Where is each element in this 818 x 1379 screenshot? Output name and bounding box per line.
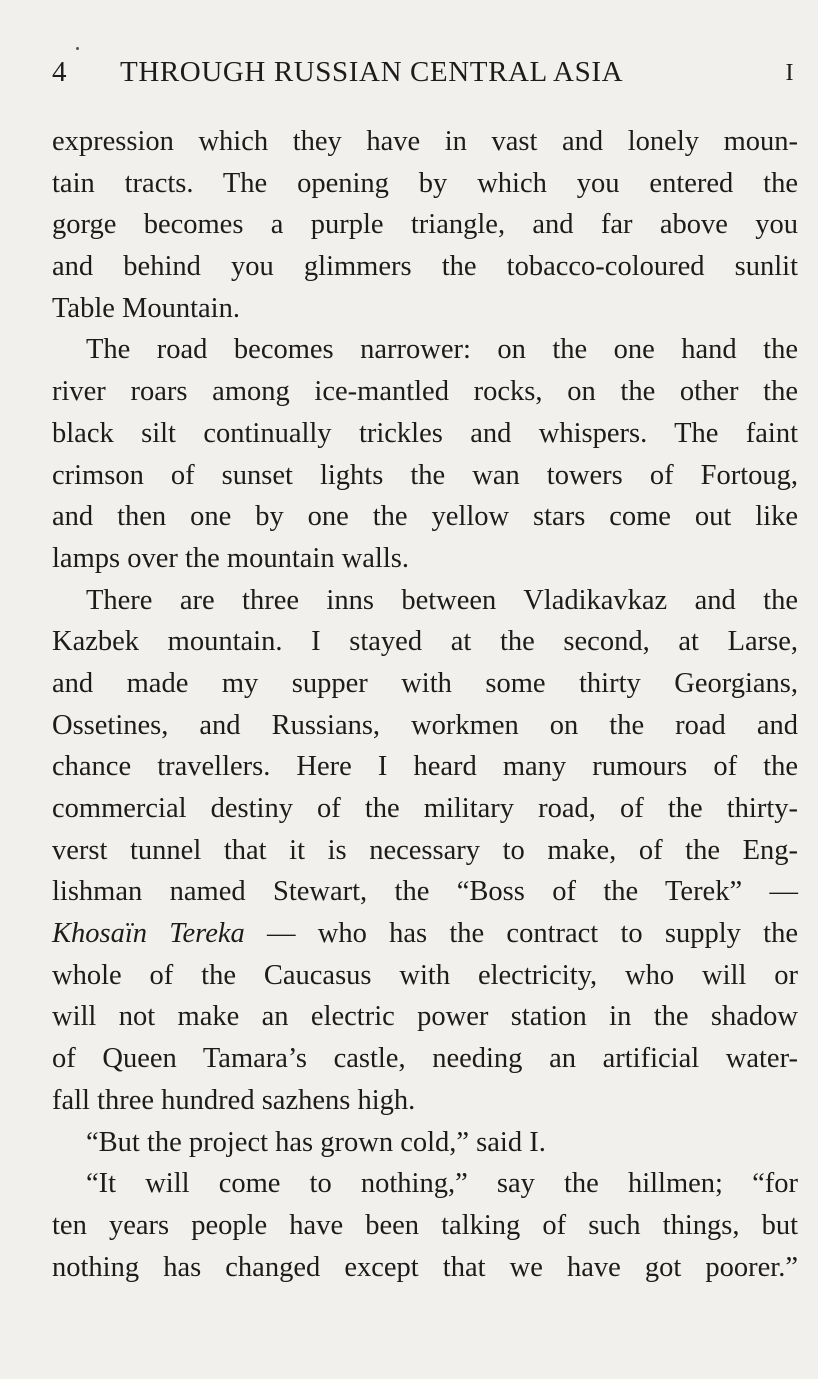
text-line: of Queen Tamara’s castle, needing an artificial water- <box>52 1043 798 1075</box>
body-text <box>52 121 798 1288</box>
text-line: nothing has changed except that we have got poorer.” <box>52 1251 798 1283</box>
chapter-number: I <box>785 60 794 86</box>
text-line: chance travellers. Here I heard many rumours of the <box>52 751 798 783</box>
text-line: and then one by one the yellow stars come out like <box>52 501 798 533</box>
text-line: “It will come to nothing,” say the hillmen; “for <box>86 1168 798 1200</box>
text-line: whole of the Caucasus with electricity, who will or <box>52 959 798 991</box>
text-line: verst tunnel that it is necessary to make, of the Eng- <box>52 834 798 866</box>
print-speck <box>76 47 79 50</box>
text-line: expression which they have in vast and lonely moun- <box>52 126 798 157</box>
text-line: gorge becomes a purple triangle, and far above you <box>52 209 798 241</box>
text-line: Kazbek mountain. I stayed at the second, at Larse, <box>52 626 798 658</box>
text-line: “But the project has grown cold,” said I. <box>86 1126 546 1158</box>
text-line: commercial destiny of the military road, of the thirty- <box>52 793 798 824</box>
page-number: 4 <box>52 56 67 88</box>
text-line: and made my supper with some thirty Georgians, <box>52 667 798 699</box>
text-line: fall three hundred sazhens high. <box>52 1084 416 1116</box>
text-line: Ossetines, and Russians, workmen on the road and <box>52 709 798 741</box>
text-line: will not make an electric power station in the shadow <box>52 1001 798 1033</box>
text-line: Table Mountain. <box>52 292 240 324</box>
text-line: ten years people have been talking of such things, but <box>52 1209 798 1241</box>
text-line: There are three inns between Vladikavkaz and the <box>86 584 798 616</box>
text-line: and behind you glimmers the tobacco-coloured sunlit <box>52 251 798 283</box>
text-line: The road becomes narrower: on the one hand the <box>86 334 798 366</box>
running-title: THROUGH RUSSIAN CENTRAL ASIA <box>120 56 624 88</box>
text-line <box>52 913 798 955</box>
running-head <box>52 56 798 96</box>
italic-phrase: Khosaïn Tereka <box>52 918 245 950</box>
text-line: tain tracts. The opening by which you entered the <box>52 167 798 199</box>
text-line: crimson of sunset lights the wan towers of Fortoug, <box>52 459 798 491</box>
text-line: black silt continually trickles and whispers. The faint <box>52 417 798 449</box>
text-line: river roars among ice-mantled rocks, on the other the <box>52 376 798 408</box>
line-text: — who has the contract to supply the <box>244 918 798 950</box>
text-line: lishman named Stewart, the “Boss of the Terek” — <box>52 876 798 908</box>
text-line: lamps over the mountain walls. <box>52 542 409 574</box>
